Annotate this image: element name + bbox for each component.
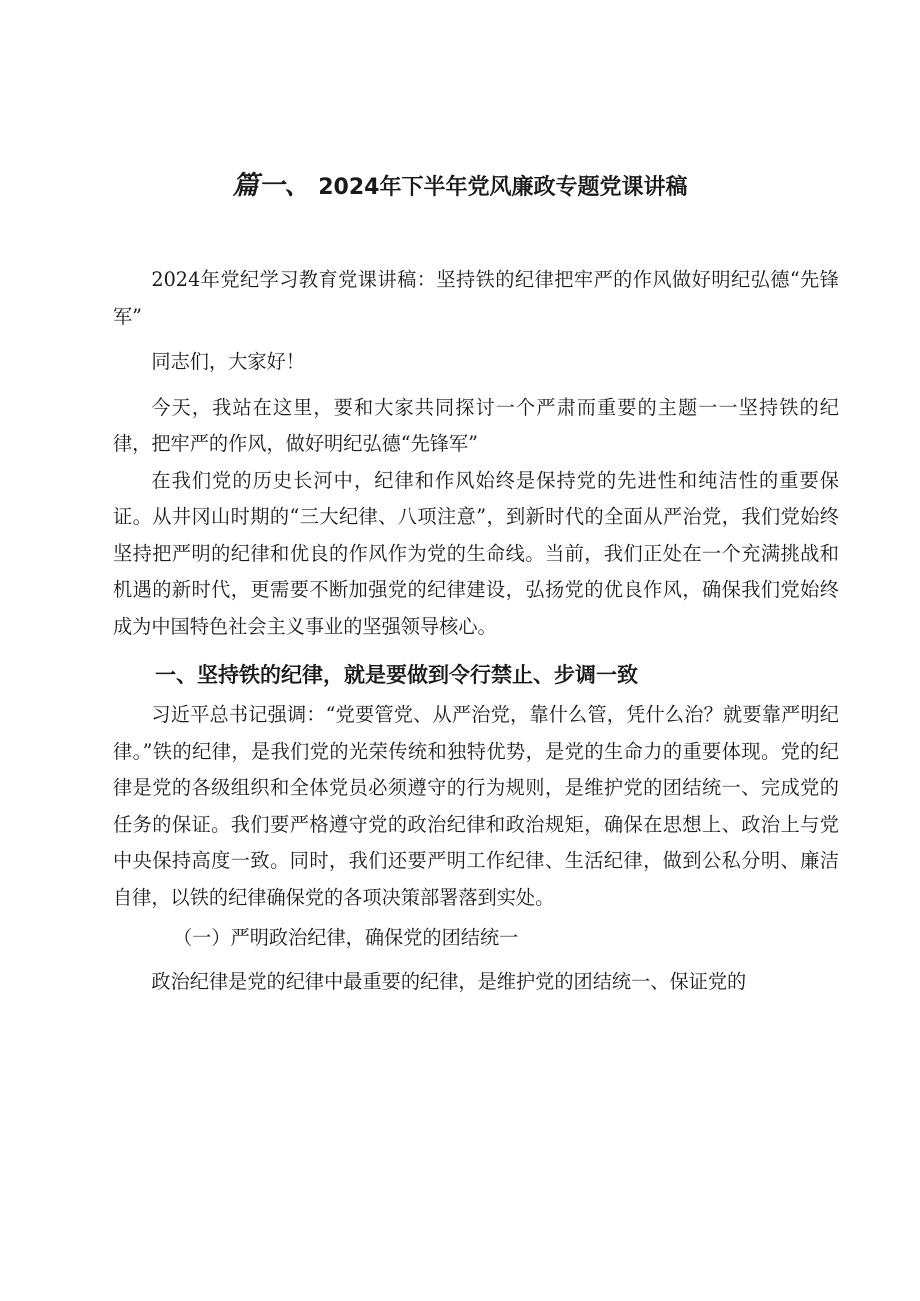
title-prefix: 篇一、 (232, 171, 311, 201)
paragraph-intro: 今天，我站在这里，要和大家共同探讨一个严肃而重要的主题一一坚持铁的纪律，把牢严的作风，做好明纪弘德“先锋军” (113, 395, 839, 455)
paragraph-subsection-1: 政治纪律是党的纪律中最重要的纪律，是维护党的团结统一、保证党的 (151, 970, 747, 993)
document-title (0, 165, 920, 202)
paragraph-subtitle: 2024年党纪学习教育党课讲稿：坚持铁的纪律把牢严的作风做好明纪弘德“先锋军” (113, 268, 839, 328)
subsection-heading-1: （一）严明政治纪律，确保党的团结统一 (173, 926, 519, 949)
title-text: 2024年下半年党风廉政专题党课讲稿 (318, 175, 688, 200)
document-body (113, 262, 839, 1001)
paragraph-greeting: 同志们，大家好！ (151, 350, 305, 373)
section-heading-1: 一、坚持铁的纪律，就是要做到令行禁止、步调一致 (155, 663, 638, 687)
paragraph-history: 在我们党的历史长河中，纪律和作风始终是保持党的先进性和纯洁性的重要保证。从井冈山时期的“三大纪律、八项注意”，到新时代的全面从严治党，我们党始终坚持把严明的纪律和优良的作风作为党的生命线。当前，我们正处在一个充满挑战和机遇的新时代，更需要不断加强党的纪律建设，弘扬党的优良作风，确保我们党始终成为中国特色社会主义事业的坚强领导核心。 (113, 468, 839, 638)
paragraph-section-1: 习近平总书记强调：“党要管党、从严治党，靠什么管，凭什么治？就要靠严明纪律。”铁的纪律，是我们党的光荣传统和独特优势，是党的生命力的重要体现。党的纪律是党的各级组织和全体党员必须遵守的行为规则，是维护党的团结统一、完成党的任务的保证。我们要严格遵守党的政治纪律和政治规矩，确保在思想上、政治上与党中央保持高度一致。同时，我们还要严明工作纪律、生活纪律，做到公私分明、廉洁自律，以铁的纪律确保党的各项决策部署落到实处。 (113, 703, 839, 909)
